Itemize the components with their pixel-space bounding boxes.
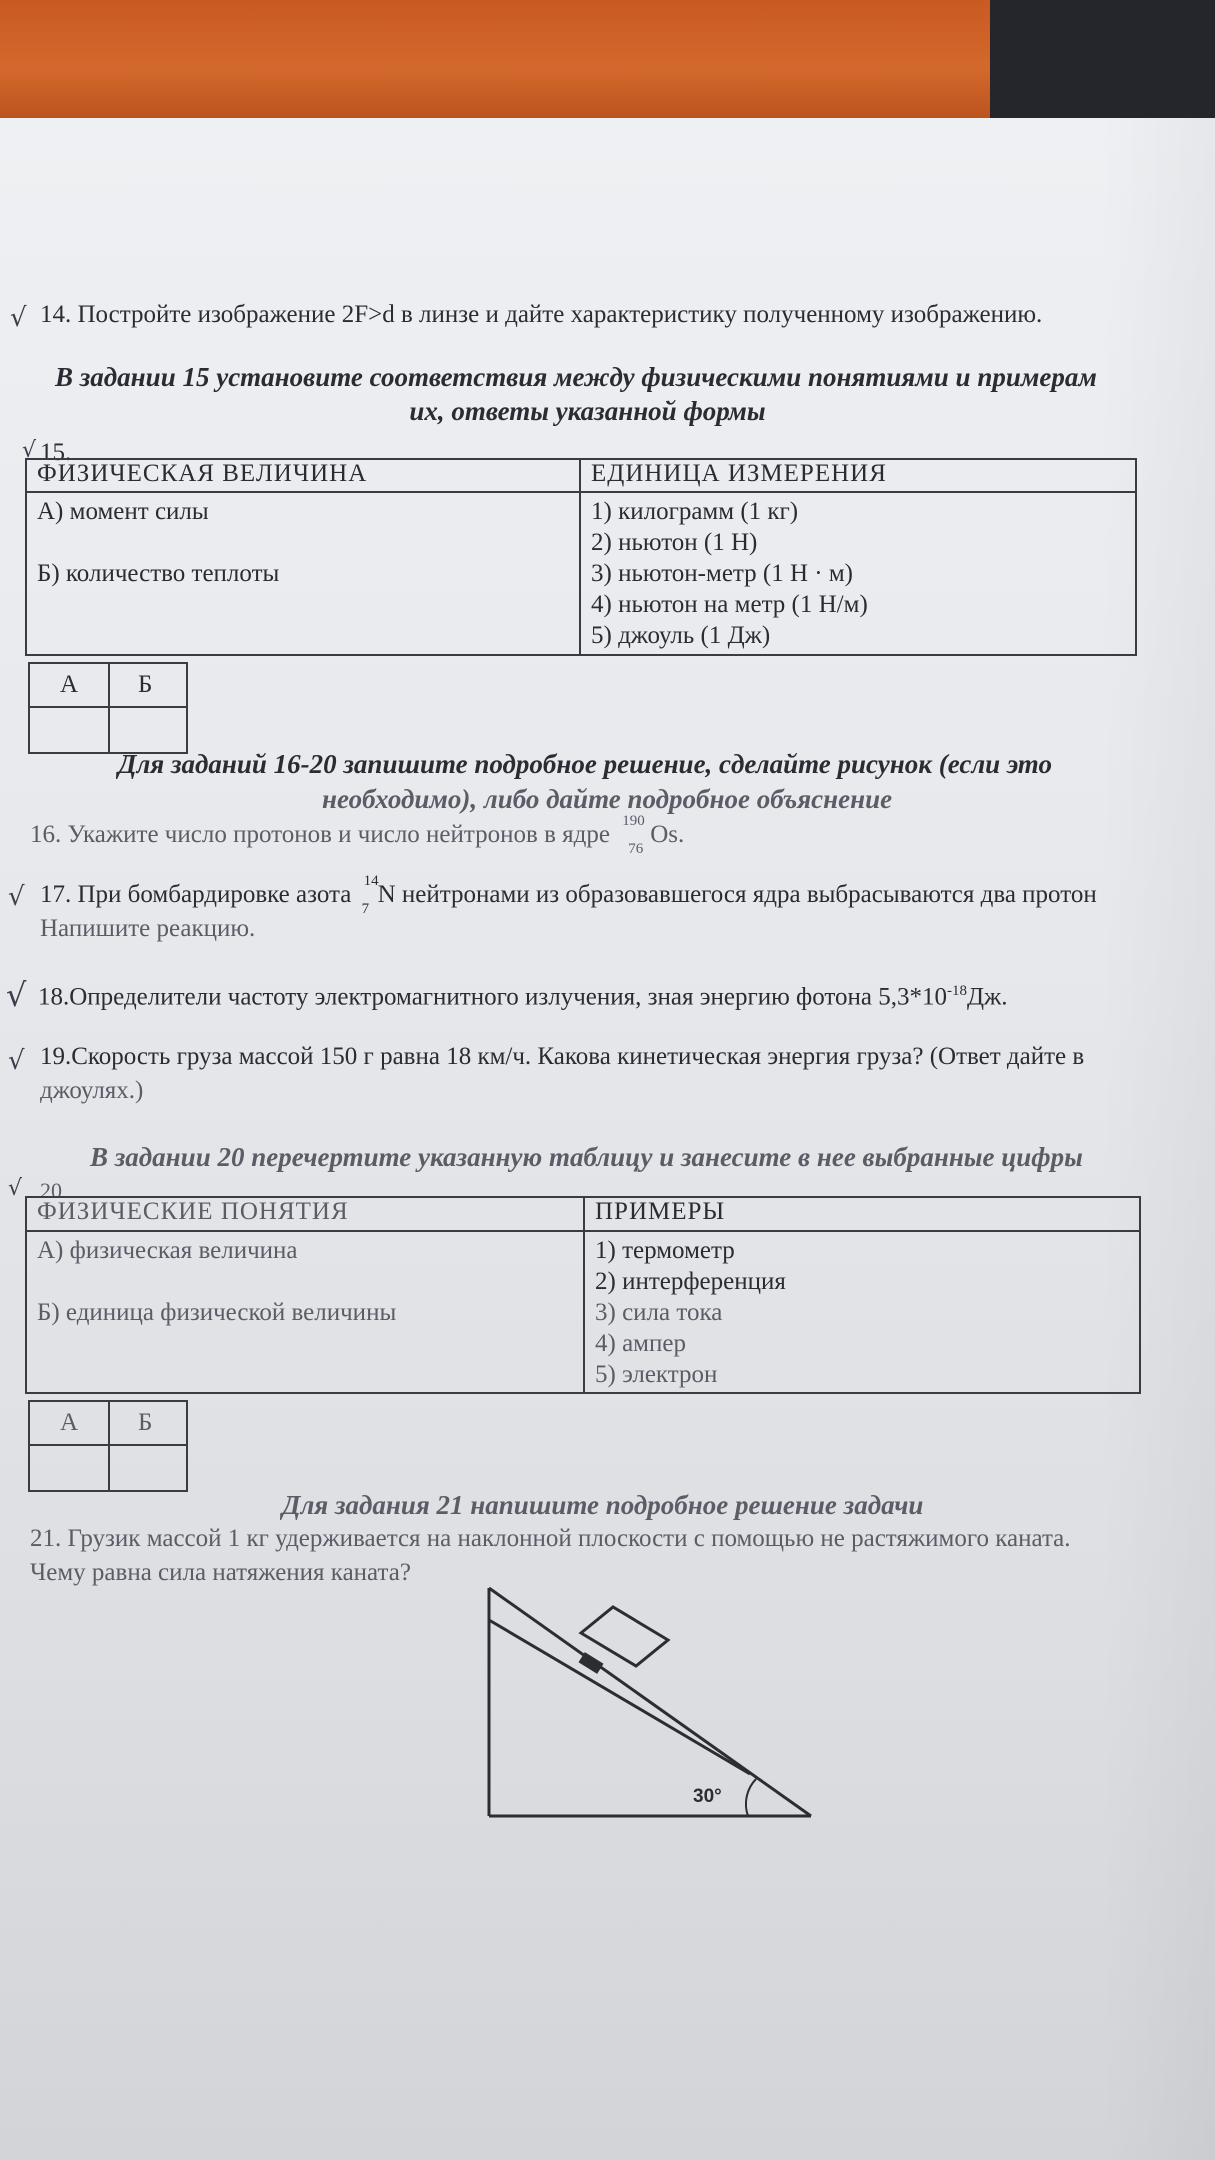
q20-right-item: 3) сила тока bbox=[595, 1299, 723, 1326]
q15-header-left: ФИЗИЧЕСКАЯ ВЕЛИЧИНА bbox=[37, 460, 368, 487]
section16-20-heading-line1: Для заданий 16-20 запишите подробное решение, сделайте рисунок (если это bbox=[118, 749, 1052, 779]
q19-line2: джоулях.) bbox=[40, 1077, 144, 1104]
q20-answer-table bbox=[28, 1400, 188, 1492]
q17-mass-number: 14 bbox=[363, 873, 379, 889]
q14-number: 14. bbox=[40, 301, 72, 328]
q15-answer-table bbox=[28, 662, 188, 754]
checkmark-icon: √ bbox=[8, 1176, 23, 1201]
q14-line bbox=[40, 300, 1042, 330]
checkmark-icon: √ bbox=[10, 303, 27, 333]
q14-text: Постройте изображение 2F>d в линзе и дайте характеристику полученному изображению. bbox=[77, 301, 1043, 328]
checkmark-icon: √ bbox=[8, 1046, 25, 1076]
q20-header-left: ФИЗИЧЕСКИЕ ПОНЯТИЯ bbox=[37, 1198, 349, 1225]
q18-exponent: -18 bbox=[946, 983, 967, 999]
q20-right-item: 2) интерференция bbox=[595, 1268, 786, 1295]
q16-line bbox=[30, 813, 685, 857]
q17-text-a: 17. При бомбардировке азота bbox=[40, 881, 352, 908]
q15-right-item: 1) килограмм (1 кг) bbox=[591, 498, 799, 525]
q21-line2: Чему равна сила натяжения каната? bbox=[30, 1559, 411, 1586]
q15-header-right: ЕДИНИЦА ИЗМЕРЕНИЯ bbox=[591, 460, 887, 487]
q20-right-item: 4) ампер bbox=[595, 1330, 686, 1357]
section15-heading-line2: их, ответы указанной формы bbox=[409, 396, 766, 426]
q15-number: 15. bbox=[40, 439, 72, 466]
section16-20-heading-line2: необходимо), либо дайте подробное объяснение bbox=[322, 784, 893, 814]
q20-header-right: ПРИМЕРЫ bbox=[595, 1198, 726, 1225]
q17-charge-number: 7 bbox=[361, 901, 370, 917]
q15-left-item: Б) количество теплоты bbox=[37, 560, 280, 587]
figure-angle-arc bbox=[746, 1779, 756, 1816]
q20-number: 20 bbox=[40, 1178, 62, 1203]
checkmark-icon: √ bbox=[22, 438, 37, 463]
section15-heading-line1: В задании 15 установите соответствия между физическими понятиями и примерам bbox=[55, 362, 1097, 392]
q17-symbol: N bbox=[377, 881, 396, 908]
q15-answer-header-b: Б bbox=[138, 671, 153, 698]
q20-answer-header-b: Б bbox=[138, 1409, 153, 1436]
figure-block bbox=[581, 1607, 668, 1666]
q20-right-item: 1) термометр bbox=[595, 1237, 735, 1264]
figure-angle-label: 30° bbox=[693, 1786, 722, 1807]
q20-table bbox=[25, 1196, 1141, 1394]
q19-line1: 19.Скорость груза массой 150 г равна 18 км/ч. Какова кинетическая энергия груза? (Ответ дайте в bbox=[40, 1043, 1085, 1070]
q20-left-item: А) физическая величина bbox=[37, 1237, 298, 1264]
q17-line1 bbox=[40, 873, 1097, 917]
q17-line2: Напишите реакцию. bbox=[40, 915, 256, 942]
q16-charge-number: 76 bbox=[628, 841, 644, 857]
q15-right-item: 3) ньютон-метр (1 Н · м) bbox=[591, 560, 853, 587]
q18-unit: Дж. bbox=[966, 983, 1008, 1011]
inclined-plane-figure bbox=[470, 1580, 830, 1840]
q15-left-item: А) момент силы bbox=[37, 498, 209, 525]
section20-heading: В задании 20 перечертите указанную таблицу и занесите в нее выбранные цифры bbox=[90, 1142, 1083, 1172]
q18-line bbox=[38, 976, 1008, 1012]
section21-heading: Для задания 21 напишите подробное решение задачи bbox=[282, 1490, 924, 1520]
q15-right-item: 2) ньютон (1 Н) bbox=[591, 529, 758, 556]
q15-answer-header-a: А bbox=[60, 671, 79, 698]
q17-text-b: нейтронами из образовавшегося ядра выбрасываются два протон bbox=[401, 881, 1097, 908]
desk-background bbox=[0, 0, 1000, 125]
checkmark-icon: √ bbox=[8, 882, 25, 912]
checkmark-icon: √ bbox=[6, 976, 27, 1014]
q18-text: 18.Определители частоту электромагнитного излучения, зная энергию фотона 5,3*10 bbox=[38, 983, 947, 1011]
figure-incline bbox=[489, 1588, 811, 1816]
q16-symbol: Os. bbox=[650, 821, 685, 848]
q20-answer-header-a: А bbox=[60, 1409, 79, 1436]
q21-line1: 21. Грузик массой 1 кг удерживается на наклонной плоскости с помощью не растяжимого каната. bbox=[30, 1525, 1071, 1552]
q20-right-item: 5) электрон bbox=[595, 1361, 718, 1388]
q15-table bbox=[25, 458, 1137, 656]
q15-right-item: 5) джоуль (1 Дж) bbox=[591, 622, 771, 649]
q16-mass-number: 190 bbox=[622, 813, 645, 829]
q16-text: 16. Укажите число протонов и число нейтронов в ядре bbox=[30, 821, 610, 848]
q15-right-item: 4) ньютон на метр (1 Н/м) bbox=[591, 591, 868, 618]
q20-left-item: Б) единица физической величины bbox=[37, 1299, 397, 1326]
figure-rope bbox=[489, 1620, 750, 1774]
